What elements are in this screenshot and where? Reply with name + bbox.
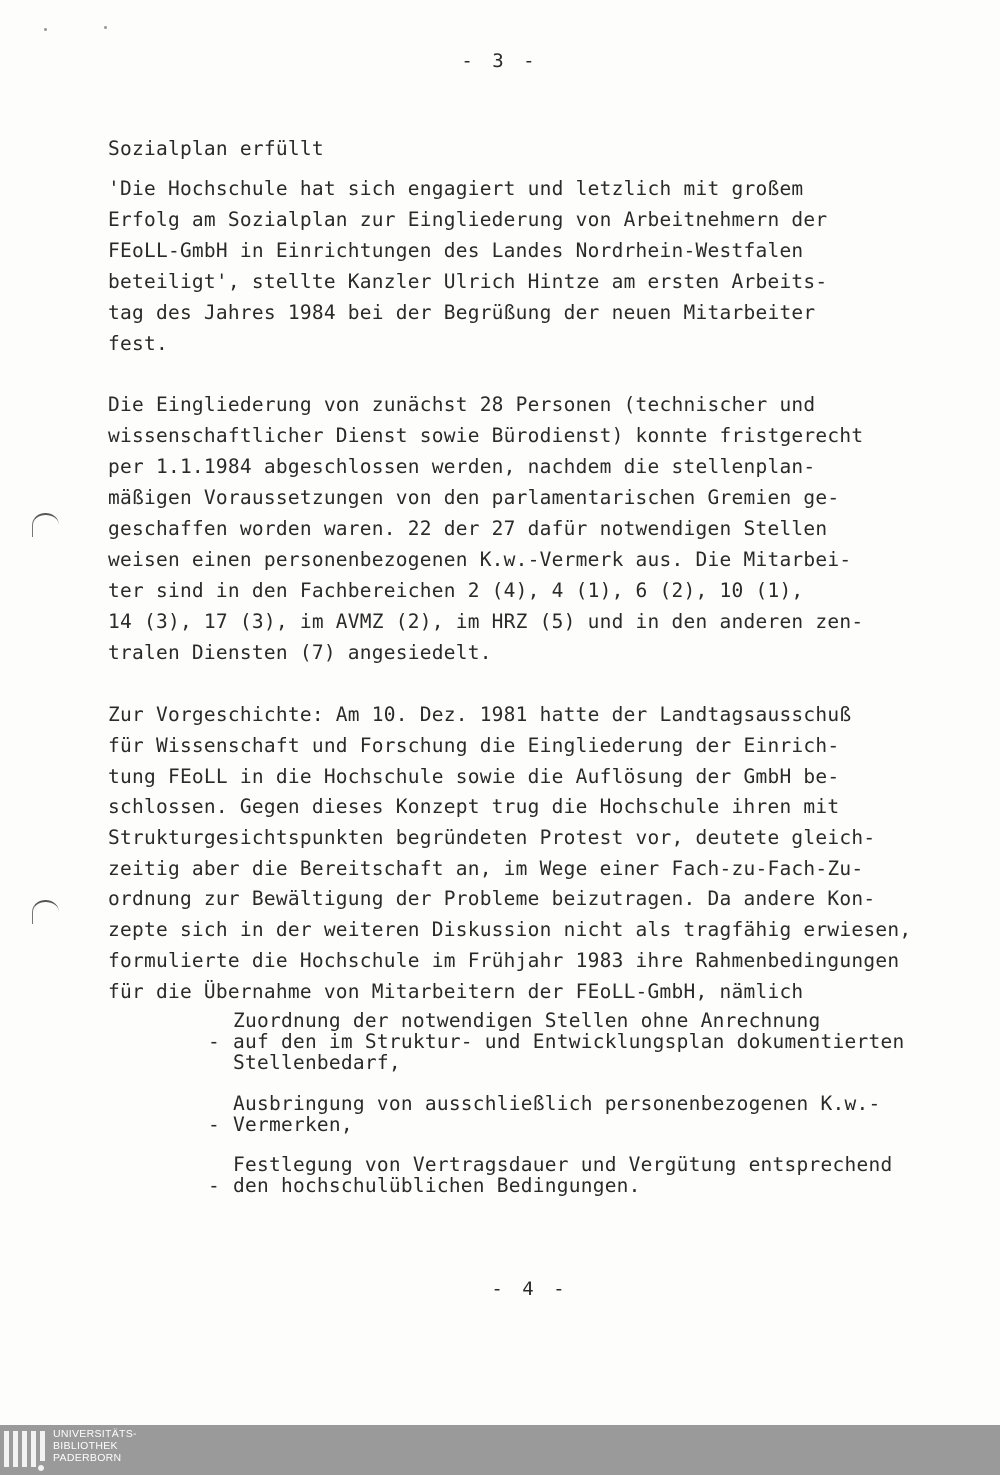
list-item-line: Zuordnung der notwendigen Stellen ohne Anrechnung	[233, 1009, 821, 1032]
text-line: ordnung zur Bewältigung der Probleme beizutragen. Da andere Kon-	[108, 887, 876, 910]
text-line: formulierte die Hochschule im Frühjahr 1983 ihre Rahmenbedingungen	[108, 949, 900, 972]
library-logo-text	[53, 1428, 137, 1464]
text-line: zepte sich in der weiteren Diskussion nicht als tragfähig erwiesen,	[108, 918, 912, 941]
punch-hole-mark	[32, 900, 59, 924]
page-number-top: - 3 -	[461, 50, 539, 72]
list-item-line: Stellenbedarf,	[233, 1051, 401, 1074]
text-line: Die Eingliederung von zunächst 28 Personen (technischer und	[108, 393, 816, 416]
text-line: schlossen. Gegen dieses Konzept trug die Hochschule ihren mit	[108, 795, 840, 818]
list-item-line: Festlegung von Vertragsdauer und Vergütung entsprechend	[233, 1153, 893, 1176]
text-line: für Wissenschaft und Forschung die Eingliederung der Einrich-	[108, 734, 840, 757]
text-line: weisen einen personenbezogenen K.w.-Vermerk aus. Die Mitarbei-	[108, 548, 852, 571]
text-line: 14 (3), 17 (3), im AVMZ (2), im HRZ (5) und in den anderen zen-	[108, 610, 864, 633]
text-line: wissenschaftlicher Dienst sowie Bürodienst) konnte fristgerecht	[108, 424, 864, 447]
logo-line: BIBLIOTHEK	[53, 1440, 118, 1452]
section-heading: Sozialplan erfüllt	[108, 137, 324, 160]
logo-line: UNIVERSITÄTS-	[53, 1428, 137, 1440]
text-line: Strukturgesichtspunkten begründeten Protest vor, deutete gleich-	[108, 826, 876, 849]
scan-specks	[40, 24, 120, 34]
page-number-bottom: - 4 -	[491, 1278, 569, 1300]
text-line: mäßigen Voraussetzungen von den parlamentarischen Gremien ge-	[108, 486, 840, 509]
text-line: tag des Jahres 1984 bei der Begrüßung der neuen Mitarbeiter	[108, 301, 816, 324]
list-item-line: auf den im Struktur- und Entwicklungsplan dokumentierten	[233, 1030, 905, 1053]
list-item	[0, 1153, 893, 1259]
text-line: ter sind in den Fachbereichen 2 (4), 4 (1), 6 (2), 10 (1),	[108, 579, 804, 602]
text-line: 'Die Hochschule hat sich engagiert und letzlich mit großem	[108, 177, 804, 200]
list-item-line: Ausbringung von ausschließlich personenbezogenen K.w.-	[233, 1092, 881, 1115]
text-line: Zur Vorgeschichte: Am 10. Dez. 1981 hatte der Landtagsausschuß	[108, 703, 852, 726]
text-line: FEoLL-GmbH in Einrichtungen des Landes Nordrhein-Westfalen	[108, 239, 804, 262]
text-line: Erfolg am Sozialplan zur Eingliederung von Arbeitnehmern der	[108, 208, 828, 231]
text-line: für die Übernahme von Mitarbeitern der FEoLL-GmbH, nämlich	[108, 980, 804, 1003]
text-line: fest.	[108, 332, 168, 355]
list-bullet: -	[208, 1030, 220, 1053]
library-footer	[0, 1425, 1000, 1475]
list-bullet: -	[208, 1174, 220, 1197]
text-line: tralen Diensten (7) angesiedelt.	[108, 641, 492, 664]
text-line: geschaffen worden waren. 22 der 27 dafür notwendigen Stellen	[108, 517, 828, 540]
text-line: per 1.1.1984 abgeschlossen werden, nachdem die stellenplan-	[108, 455, 816, 478]
text-line: zeitig aber die Bereitschaft an, im Wege einer Fach-zu-Fach-Zu-	[108, 857, 864, 880]
list-bullet: -	[208, 1113, 220, 1136]
text-line: beteiligt', stellte Kanzler Ulrich Hintze am ersten Arbeits-	[108, 270, 828, 293]
list-item-line: Vermerken,	[233, 1113, 353, 1136]
library-logo-icon	[4, 1431, 44, 1469]
logo-line: PADERBORN	[53, 1452, 122, 1464]
logo-dot	[38, 1465, 44, 1471]
text-line: tung FEoLL in die Hochschule sowie die Auflösung der GmbH be-	[108, 765, 840, 788]
punch-hole-mark	[32, 513, 59, 537]
list-item-line: den hochschulüblichen Bedingungen.	[233, 1174, 641, 1197]
